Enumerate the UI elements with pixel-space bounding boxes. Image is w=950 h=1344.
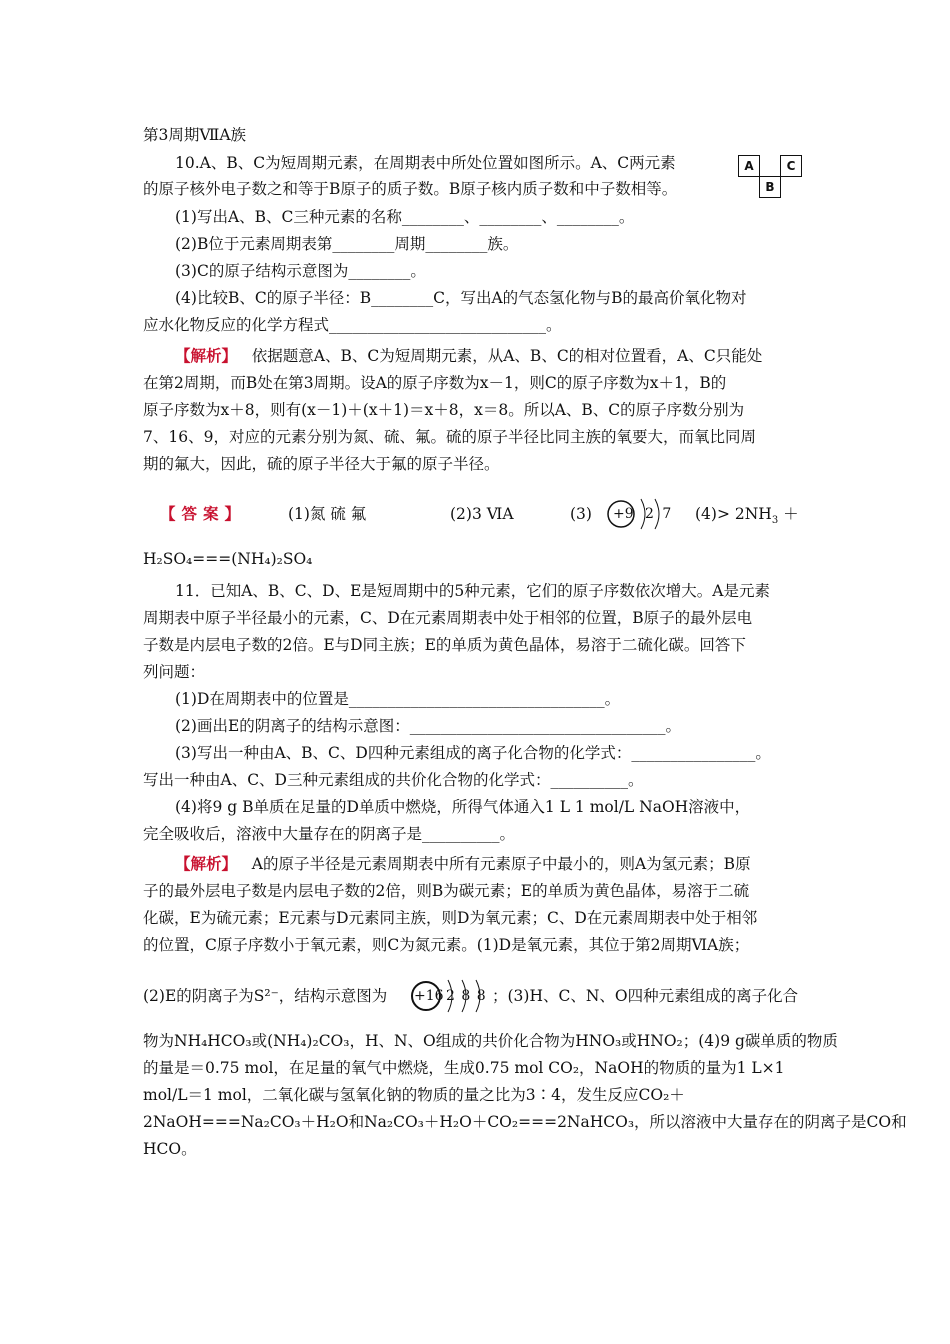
q10-stem-line1: 10.A、B、C为短周期元素，在周期表中所处位置如图所示。A、C两元素 xyxy=(175,154,676,172)
q10-answer-part2: (2)3 ⅥA xyxy=(450,505,514,523)
section-header: 第3周期ⅦA族 xyxy=(143,126,247,144)
sulfide-shell-labels: 2 8 8 xyxy=(446,988,486,1004)
q11-analysis-line4: 的位置，C原子序数小于氧元素，则C为氮元素。(1)D是氧元素，其位于第2周期ⅥA族； xyxy=(143,936,750,954)
sulfide-nucleus-label: +16 xyxy=(414,988,444,1004)
q11-stem-line3: 子数是内层电子数的2倍。E与D同主族；E的单质为黄色晶体，易溶于二硫化碳。回答下 xyxy=(143,636,746,654)
q11-analysis-line6: 物为NH₄HCO₃或(NH₄)₂CO₃，H、N、O组成的共价化合物为HNO₃或HNO₂；(4)9 g碳单质的物质 xyxy=(143,1032,838,1050)
grid-cell-b: B xyxy=(759,176,781,198)
q10-part2: (2)B位于元素周期表第________周期________族。 xyxy=(175,235,519,253)
q11-part3-line1: (3)写出一种由A、B、C、D四种元素组成的离子化合物的化学式：________________。 xyxy=(175,744,771,762)
analysis-tag: 【解析】 xyxy=(175,854,238,873)
analysis-text: A的原子半径是元素周期表中所有元素原子中最小的，则A为氢元素；B原 xyxy=(251,855,751,873)
q11-analysis-line7: 的量是＝0.75 mol，在足量的氧气中燃烧，生成0.75 mol CO₂，NaOH的物质的量为1 L×1 xyxy=(143,1059,785,1077)
q10-answer-tag: 【答案】 xyxy=(160,504,247,523)
grid-cell-c: C xyxy=(780,155,802,177)
q11-stem-line1: 11．已知A、B、C、D、E是短周期中的5种元素，它们的原子序数依次增大。A是元素 xyxy=(175,582,770,600)
fluorine-shell-labels: 2 7 xyxy=(645,506,672,522)
q10-analysis-line4: 7、16、9，对应的元素分别为氮、硫、氟。硫的原子半径比同主族的氧要大，而氧比同周 xyxy=(143,428,756,446)
q10-part4-line1: (4)比较B、C的原子半径：B________C，写出A的气态氢化物与B的最高价氧化物对 xyxy=(175,289,747,307)
q11-analysis-line10: HCO。 xyxy=(143,1140,197,1158)
q10-part4-line2: 应水化物反应的化学方程式____________________________。 xyxy=(143,316,562,334)
q11-analysis-line5-post: ；(3)H、C、N、O四种元素组成的离子化合 xyxy=(492,987,799,1005)
q10-part3: (3)C的原子结构示意图为________。 xyxy=(175,262,426,280)
q10-analysis-line2: 在第2周期，而B处在第3周期。设A的原子序数为x－1，则C的原子序数为x＋1，B的 xyxy=(143,374,727,392)
q11-part4-line1: (4)将9 g B单质在足量的D单质中燃烧，所得气体通入1 L 1 mol/L NaOH溶液中， xyxy=(175,798,751,816)
q10-stem-line2: 的原子核外电子数之和等于B原子的质子数。B原子核内质子数和中子数相等。 xyxy=(143,180,678,198)
q10-answer-part3: (3) xyxy=(570,505,592,523)
q11-stem-line4: 列问题： xyxy=(143,663,206,681)
q11-stem-line2: 周期表中原子半径最小的元素，C、D在元素周期表中处于相邻的位置，B原子的最外层电 xyxy=(143,609,753,627)
q11-analysis-line1 xyxy=(175,853,751,875)
analysis-tag: 【解析】 xyxy=(175,346,238,365)
q10-answer-equation: H₂SO₄===(NH₄)₂SO₄ xyxy=(143,550,313,568)
q10-answer-part4: $(4)> 2NH_3$ ＋ xyxy=(695,505,799,527)
q11-analysis-line9: 2NaOH===Na₂CO₃＋H₂O和Na₂CO₃＋H₂O＋CO₂===2NaHCO₃，所以溶液中大量存在的阴离子是CO和 xyxy=(143,1113,907,1131)
q11-part3-line2: 写出一种由A、C、D三种元素组成的共价化合物的化学式：__________。 xyxy=(143,771,644,789)
q11-analysis-line5-pre: (2)E的阴离子为S²⁻，结构示意图为 xyxy=(143,987,388,1005)
q11-part4-line2: 完全吸收后，溶液中大量存在的阴离子是__________。 xyxy=(143,825,516,843)
q10-analysis-line3: 原子序数为x＋8，则有(x－1)＋(x＋1)＝x＋8，x＝8。所以A、B、C的原子序数分别为 xyxy=(143,401,745,419)
q10-analysis-line5: 期的氟大，因此，硫的原子半径大于氟的原子半径。 xyxy=(143,455,500,473)
grid-cell-a: A xyxy=(738,155,760,177)
q10-analysis-line1 xyxy=(175,345,762,367)
analysis-text: 依据题意A、B、C为短周期元素，从A、B、C的相对位置看，A、C只能处 xyxy=(251,347,763,365)
q11-analysis-line8: mol/L＝1 mol，二氧化碳与氢氧化钠的物质的量之比为3∶4，发生反应CO₂＋ xyxy=(143,1086,685,1104)
q11-analysis-line3: 化碳，E为硫元素；E元素与D元素同主族，则D为氧元素；C、D在元素周期表中处于相邻 xyxy=(143,909,758,927)
q10-part1: (1)写出A、B、C三种元素的名称________、________、________。 xyxy=(175,208,635,226)
q11-part1: (1)D在周期表中的位置是_________________________________。 xyxy=(175,690,621,708)
q10-answer-part1: (1)氮 硫 氟 xyxy=(288,505,367,523)
q11-analysis-line2: 子的最外层电子数是内层电子数的2倍，则B为碳元素；E的单质为黄色晶体，易溶于二硫 xyxy=(143,882,750,900)
fluorine-nucleus-label: +9 xyxy=(613,506,634,522)
q11-part2: (2)画出E的阴离子的结构示意图：_________________________________。 xyxy=(175,717,682,735)
